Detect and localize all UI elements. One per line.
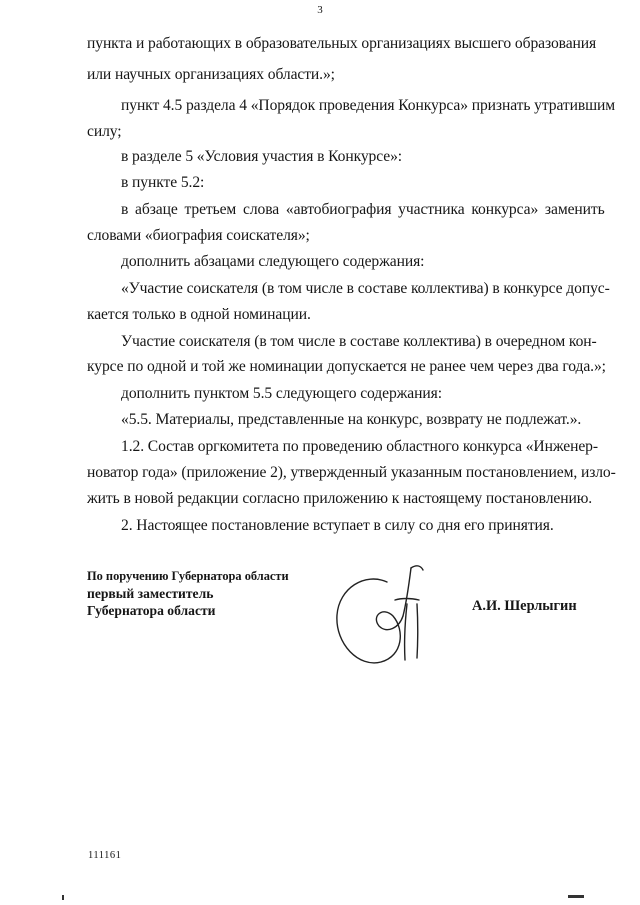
text-line: в разделе 5 «Условия участия в Конкурсе»: <box>121 148 403 165</box>
text-line: жить в новой редакции согласно приложению к настоящему постановлению. <box>87 490 593 507</box>
signature-authority-line: По поручению Губернатора области <box>87 569 289 583</box>
signer-name: А.И. Шерлыгин <box>472 598 577 614</box>
text-line: в пункте 5.2: <box>121 174 205 191</box>
handwritten-signature <box>325 560 435 675</box>
scan-mark <box>568 895 584 898</box>
text-line: силу; <box>87 123 122 140</box>
text-line: или научных организациях области.»; <box>87 66 335 83</box>
text-line: курсе по одной и той же номинации допускается не ранее чем через два года.»; <box>87 358 606 375</box>
text-line: пункта и работающих в образовательных организациях высшего образования <box>87 35 597 52</box>
signatory-position-line: Губернатора области <box>87 603 216 618</box>
page-number: 3 <box>317 4 323 16</box>
text-line: пункт 4.5 раздела 4 «Порядок проведения Конкурса» признать утратившим <box>121 97 616 114</box>
text-line: 1.2. Состав оргкомитета по проведению областного конкурса «Инженер- <box>121 438 598 455</box>
text-line: в абзаце третьем слова «автобиография участника конкурса» заменить <box>121 201 605 218</box>
text-line: «5.5. Материалы, представленные на конкурс, возврату не подлежат.». <box>121 411 582 428</box>
text-line: дополнить пунктом 5.5 следующего содержания: <box>121 385 442 402</box>
text-line: 2. Настоящее постановление вступает в силу со дня его принятия. <box>121 517 554 534</box>
text-line: дополнить абзацами следующего содержания: <box>121 253 425 270</box>
text-line: «Участие соискателя (в том числе в составе коллектива) в конкурсе допус- <box>121 280 610 297</box>
signature-block <box>87 568 289 619</box>
document-code: 111161 <box>88 850 122 861</box>
scan-mark <box>62 895 64 900</box>
text-line: Участие соискателя (в том числе в составе коллектива) в очередном кон- <box>121 333 597 350</box>
text-line: кается только в одной номинации. <box>87 306 311 323</box>
signatory-position-line: первый заместитель <box>87 586 214 601</box>
text-line: словами «биография соискателя»; <box>87 227 310 244</box>
text-line: новатор года» (приложение 2), утвержденный указанным постановлением, изло- <box>87 464 616 481</box>
